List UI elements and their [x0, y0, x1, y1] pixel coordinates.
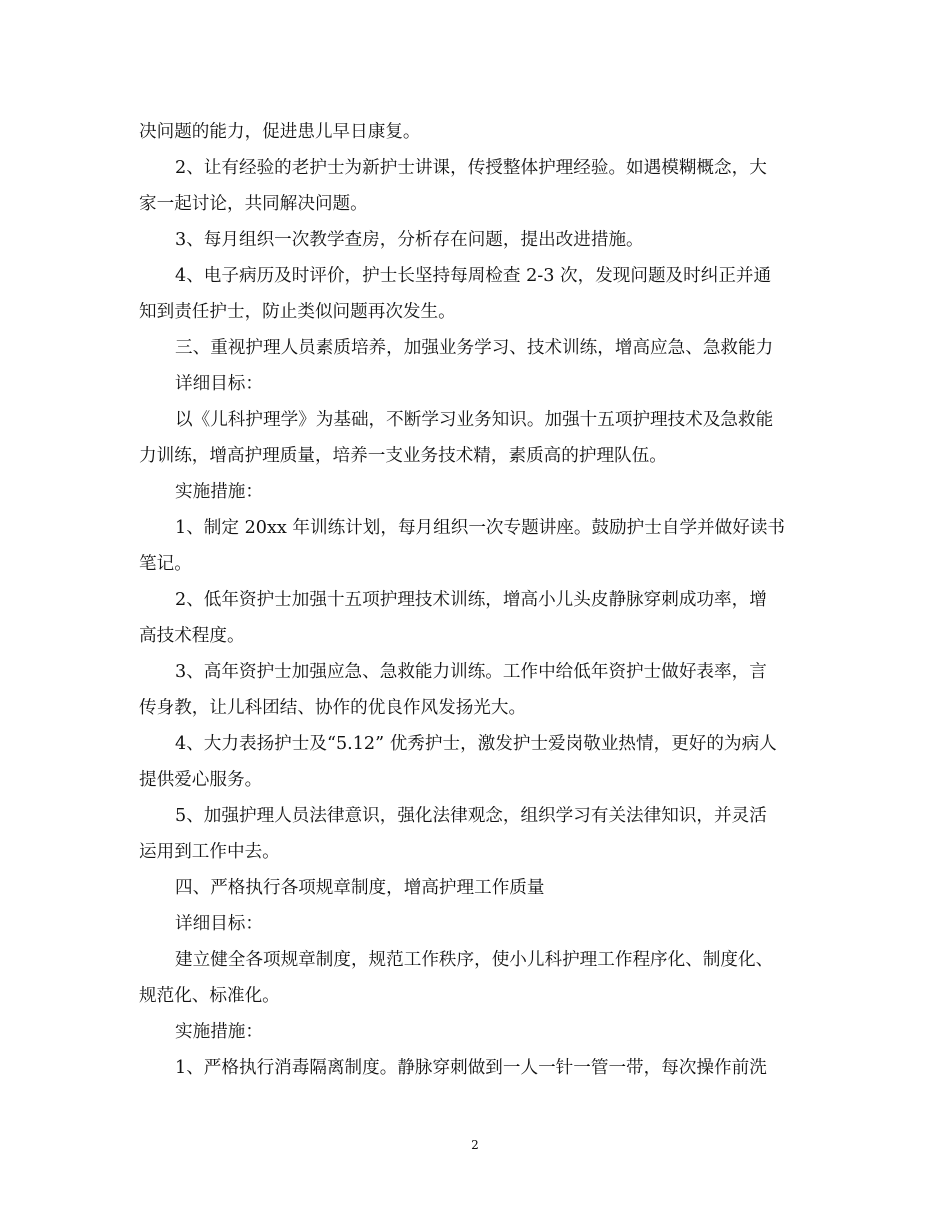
text-line: 4、大力表扬护士及“5.12” 优秀护士，激发护士爱岗敬业热情，更好的为病人 [175, 734, 777, 754]
text-line: 1、制定 20xx 年训练计划，每月组织一次专题讲座。鼓励护士自学并做好读书 [175, 518, 786, 538]
text-line: 2、低年资护士加强十五项护理技术训练，增高小儿头皮静脉穿刺成功率，增 [175, 590, 767, 610]
text-line: 4、电子病历及时评价，护士长坚持每周检查 2-3 次，发现问题及时纠正并通 [175, 266, 772, 286]
text-line: 力训练，增高护理质量，培养一支业务技术精，素质高的护理队伍。 [139, 446, 667, 466]
text-line: 传身教，让儿科团结、协作的优良作风发扬光大。 [139, 698, 527, 718]
text-line: 3、高年资护士加强应急、急救能力训练。工作中给低年资护士做好表率，言 [175, 662, 767, 682]
text-line: 实施措施： [175, 1022, 263, 1042]
section-heading: 三、重视护理人员素质培养，加强业务学习、技术训练，增高应急、急救能力 [175, 338, 774, 358]
text-line: 3、每月组织一次教学查房，分析存在问题，提出改进措施。 [175, 230, 644, 250]
text-line: 规范化、标准化。 [139, 986, 280, 1006]
text-line: 详细目标： [175, 914, 263, 934]
text-line: 笔记。 [139, 554, 192, 574]
text-line: 运用到工作中去。 [139, 842, 280, 862]
text-line: 2、让有经验的老护士为新护士讲课，传授整体护理经验。如遇模糊概念，大 [175, 158, 767, 178]
text-line: 建立健全各项规章制度，规范工作秩序，使小儿科护理工作程序化、制度化、 [175, 950, 774, 970]
document-body [139, 114, 811, 1086]
text-line: 家一起讨论，共同解决问题。 [139, 194, 368, 214]
text-line: 提供爱心服务。 [139, 770, 263, 790]
text-line: 实施措施： [175, 482, 263, 502]
text-line: 详细目标： [175, 374, 263, 394]
text-line: 决问题的能力，促进患儿早日康复。 [139, 122, 421, 142]
text-line: 1、严格执行消毒隔离制度。静脉穿刺做到一人一针一管一带，每次操作前洗 [175, 1058, 767, 1078]
text-line: 以《儿科护理学》为基础，不断学习业务知识。加强十五项护理技术及急救能 [175, 410, 774, 430]
text-line: 5、加强护理人员法律意识，强化法律观念，组织学习有关法律知识，并灵活 [175, 806, 767, 826]
text-line: 高技术程度。 [139, 626, 245, 646]
text-line: 知到责任护士，防止类似问题再次发生。 [139, 302, 456, 322]
page-number: 2 [471, 1138, 479, 1152]
section-heading: 四、严格执行各项规章制度，增高护理工作质量 [175, 878, 545, 898]
